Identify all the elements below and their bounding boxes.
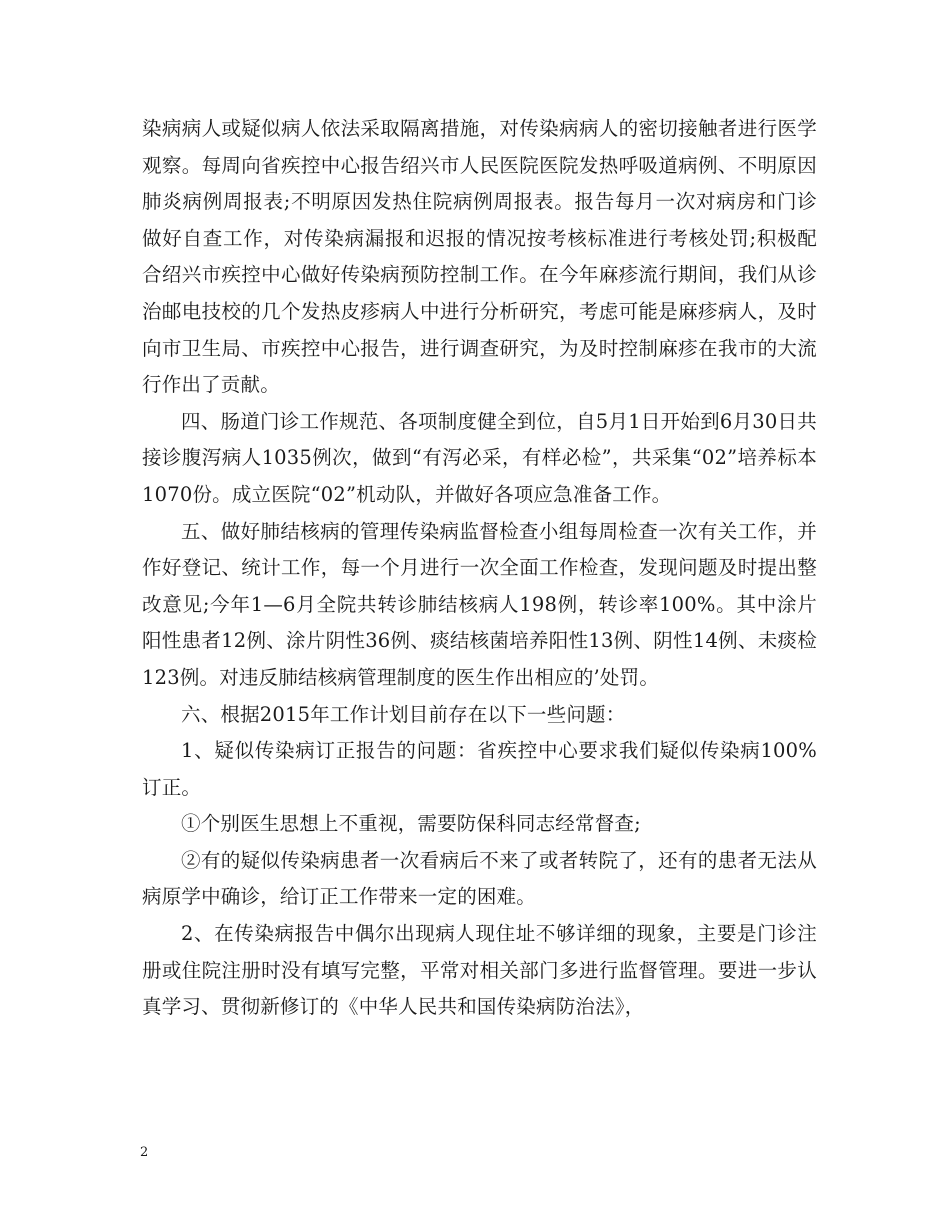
- paragraph-continuation: 染病病人或疑似病人依法采取隔离措施，对传染病病人的密切接触者进行医学观察。每周向省疾控中心报告绍兴市人民医院医院发热呼吸道病例、不明原因肺炎病例周报表;不明原因发热住院病例周报表。报告每月一次对病房和门诊做好自查工作，对传染病漏报和迟报的情况按考核标准进行考核处罚;积极配合绍兴市疾控中心做好传染病预防控制工作。在今年麻疹流行期间，我们从诊治邮电技校的几个发热皮疹病人中进行分析研究，考虑可能是麻疹病人，及时向市卫生局、市疾控中心报告，进行调查研究，为及时控制麻疹在我市的大流行作出了贡献。: [142, 117, 817, 397]
- paragraph-section-five: 五、做好肺结核病的管理传染病监督检查小组每周检查一次有关工作，并作好登记、统计工作，每一个月进行一次全面工作检查，发现问题及时提出整改意见;今年1—6月全院共转诊肺结核病人198例，转诊率100%。其中涂片阳性患者12例、涂片阴性36例、痰结核菌培养阳性13例、阴性14例、未痰检123例。对违反肺结核病管理制度的医生作出相应的’处罚。: [142, 519, 817, 689]
- document-body: [142, 111, 817, 1026]
- paragraph-issue-one-point-b: ②有的疑似传染病患者一次看病后不来了或者转院了，还有的患者无法从病原学中确诊，给订正工作带来一定的困难。: [142, 848, 817, 909]
- paragraph-section-four: 四、肠道门诊工作规范、各项制度健全到位，自5月1日开始到6月30日共接诊腹泻病人1035例次，做到“有泻必采，有样必检”，共采集“02”培养标本1070份。成立医院“02”机动队，并做好各项应急准备工作。: [142, 409, 817, 506]
- paragraph-issue-one: 1、疑似传染病订正报告的问题：省疾控中心要求我们疑似传染病100%订正。: [142, 739, 817, 799]
- paragraph-section-six: 六、根据2015年工作计划目前存在以下一些问题：: [181, 702, 626, 726]
- paragraph-issue-two: 2、在传染病报告中偶尔出现病人现住址不够详细的现象，主要是门诊注册或住院注册时没有填写完整，平常对相关部门多进行监督管理。要进一步认真学习、贯彻新修订的《中华人民共和国传染病防治法》，: [142, 922, 817, 1019]
- paragraph-issue-one-point-a: ①个别医生思想上不重视，需要防保科同志经常督查;: [181, 812, 641, 836]
- page-number: 2: [140, 1145, 149, 1160]
